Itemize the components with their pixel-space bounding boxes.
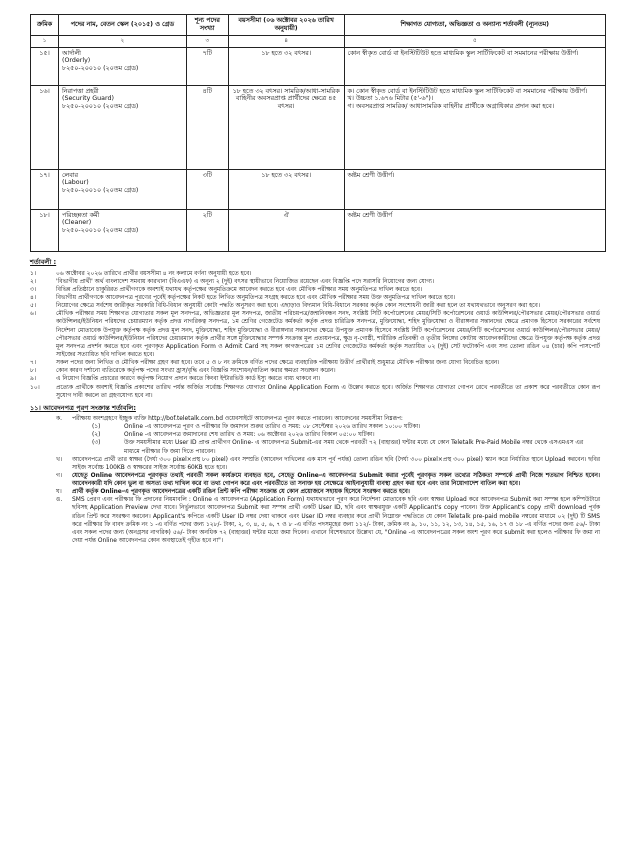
condition-number: ৭। [30,360,36,367]
serial-cell: ১৫। [31,47,59,85]
index-cell: ৪ [228,35,344,47]
condition-number: ২। [30,278,36,285]
qualification-line: ক। কোন স্বীকৃত বোর্ড বা ইনস্টিটিউট হতে মাধ্যমিক স্কুল সার্টিফিকেট বা সমমানের পরীক্ষায় উত্তীর্ণ। [347,87,588,95]
post-name-bn: আর্দালী [61,49,81,57]
table-row [31,85,606,169]
condition-text: সকল পদের জন্য লিখিত ও মৌখিক পরীক্ষা গ্রহণ করা হবে। তবে ৫ ও ৮ নং ক্রমিকে বর্ণিত পদের ক্ষেত্রে ব্যবহারিক পরীক্ষায় উত্তীর্ণ প্রার্থীরাই শুধুমাত্র মৌখিক পরীক্ষার জন্য যোগ্য বিবেচিত হবেন। [56,360,500,367]
condition-item [30,384,600,400]
condition-item [30,286,600,294]
step-number: (১) [92,424,101,431]
post-name-cell [58,85,186,169]
application-item-ka [56,415,600,423]
condition-number: ৮। [30,368,36,375]
application-item-kha [56,456,600,472]
step-text: Online -এ আবেদনপত্র জমাদানের শেষ তারিখ ও সময়: ০৬ অক্টোবর ২০২৬ তারিখ বিকাল ০৫:০০ ঘটিকা। [124,432,375,439]
table-index-row [31,35,606,47]
age-cell: ১৮ হতে ৩২ বৎসর। [228,169,344,209]
step-text: উক্ত সময়সীমার মধ্যে User ID প্রাপ্ত প্রার্থীগণ Online- এ আবেদনপত্র Submit-এর সময় থেকে পরবর্তী ৭২ (বাহাত্তর) ঘন্টার মধ্যে যে কোন Teletalk Pre-Paid Mobile নম্বর থেকে এসএমএস এর মাধ্যমে পরীক্ষার ফি জমা দিতে পারবেন। [124,440,584,455]
table-header-row [31,15,606,36]
age-cell: ১৮ হতে ৩২ বৎসর। [228,47,344,85]
qualification-cell [344,169,605,209]
qualification-line: গ। অবসরপ্রাপ্ত সামরিক/ আধাসামরিক বাহিনীর প্রার্থীকে অগ্রাধিকার প্রদান করা হবে। [347,103,555,111]
condition-number: ৯। [30,376,36,383]
qualification-line: কোন স্বীকৃত বোর্ড বা ইনস্টিটিউট হতে মাধ্যমিক স্কুল সার্টিফিকেট বা সমমানের পরীক্ষায় উত্তীর্ণ। [347,49,579,57]
item-text: আবেদনপত্রে প্রার্থী তার স্বাক্ষর (দৈর্ঘ্য ৩০০ pixel×প্রস্থ ৮০ pixel) এবং সম্প্রতি (আবেদন দাখিলের এক মাস পূর্ব পর্যন্ত) তোলা রঙিন ছবি (দৈর্ঘ্য ৩০০ pixel×প্রস্থ ৩০০ pixel) স্ক্যান করে নির্ধারিত স্থানে Upload করবেন। ছবির সাইজ সর্বোচ্চ 100KB ও স্বাক্ষরের সাইজ সর্বোচ্চ 60KB হতে হবে। [72,456,600,471]
step-number: (২) [92,432,101,439]
pay-scale: ৮২৫০-২০০১০ (২০তম গ্রেড) [61,103,139,111]
timeline-step [92,423,600,431]
item-text: SMS প্রেরণ এবং পরীক্ষার ফি প্রদানের নিয়মাবলি : Online এ আবেদনপত্র (Application Form) যথাযথভাবে পূরণ করে নির্দেশনা মোতাবেক ছবি এবং স্বাক্ষর Upload করে আবেদনপত্র Submit করা সম্পন্ন হলে কম্পিউটারে ছবিসহ Application Preview দেখা যাবে। নির্ভুলভাবে আবেদনপত্র Submit করা সম্পন্ন প্রার্থী একটি User ID, ছবি এবং স্বাক্ষরযুক্ত একটি Applicant's copy পাবেন। উক্ত Applicant's copy প্রার্থী download পূর্বক রঙিন প্রিন্ট করে সংরক্ষণ করবেন। Applicant's কপিতে একটি User ID নম্বর দেয়া থাকবে এবং User ID নম্বর ব্যবহার করে প্রার্থী নিম্নোক্ত পদ্ধতিতে যে কোন Teletalk pre-paid mobile নম্বরের মাধ্যমে ০২ (দুই) টি SMS করে পরীক্ষার ফি বাবদ ক্রমিক নং ১ -এ বর্ণিত পদের জন্য ১২৮/- টাকা, ২, ৩, ৪, ৫, ৬, ৭ ও ৮ -এ বর্ণিত পদসমূহের জন্য ১১২/- টাকা, ক্রমিক নং ৯, ১০, ১১, ১২, ১৩, ১৪, ১৫, ১৬, ১৭ ও ১৮ -এ বর্ণিত পদের জন্য ৫৬/- টাকা এবং সকল পদের জন্য (অনগ্রসর নাগরিক) ৫৬/- টাকা অনধিক ৭২ (বাহাত্তর) ঘন্টার মধ্যে জমা দিবেন। এখানে বিশেষভাবে উল্লেখ্য যে, "Online -এ আবেদনপত্রের সকল অংশ পূরণ করে submit করা হলেও পরীক্ষার ফি জমা না দেয়া পর্যন্ত Online আবেদনপত্র কোন অবস্থাতেই গৃহীত হবে না"। [72,497,600,545]
condition-text: বিভাগীয় প্রার্থীগণকে আবেদনপত্র পূরণের পূর্বেই কর্তৃপক্ষের নিকট হতে লিখিত অনুমতিপত্র সংগ্রহ করতে হবে এবং মৌখিক পরীক্ষার সময় উক্ত অনুমতিপত্র দাখিল করতে হবে। [56,295,455,302]
post-name-en: (Orderly) [61,57,91,65]
conditions-list [30,270,600,546]
header-serial: ক্রমিক [31,15,59,36]
pay-scale: ৮২৫০-২০০১০ (২০তম গ্রেড) [61,187,139,195]
post-name-en: (Labour) [61,179,89,187]
condition-text: কোন কারণ দর্শানো ব্যতিরেকে কর্তৃপক্ষ পদের সংখ্যা হ্রাস/বৃদ্ধি এবং বিজ্ঞপ্তি সংশোধন/বাতিল করার ক্ষমতা সংরক্ষণ করেন। [56,368,336,375]
table-row [31,209,606,251]
condition-number: ৩। [30,286,36,293]
vacancy-cell: ৩টি [186,169,228,209]
post-name-cell [58,209,186,251]
age-cell: ঐ [228,209,344,251]
item-label: গ। [56,472,62,479]
qualification-cell [344,85,605,169]
post-name-cell [58,169,186,209]
post-name-cell [58,47,186,85]
application-heading: ১১। আবেদনপত্র পূরণ সংক্রান্ত শর্তাবলি: [30,403,136,412]
post-name-bn: পরিচ্ছন্নতা কর্মী [61,211,100,219]
vacancy-table [30,14,606,252]
serial-cell: ১৮। [31,209,59,251]
header-qualification: শিক্ষাগত যোগ্যতা, অভিজ্ঞতা ও অন্যান্য শর্তাবলী (ন্যূনতম) [344,15,605,36]
condition-number: ১। [30,270,36,277]
condition-item [30,270,600,278]
condition-number: ৬। [30,311,36,318]
conditions-heading: শর্তাবলী : [30,257,57,266]
item-label: ঘ। [56,489,62,496]
item-label: ঙ. [56,497,63,504]
condition-number: ১০। [30,384,40,391]
qualification-cell [344,47,605,85]
application-item-ga [56,472,600,488]
condition-number: ৫। [30,303,36,310]
item-label: ক. [56,415,62,422]
pay-scale: ৮২৫০-২০০১০ (২০তম গ্রেড) [61,65,139,73]
application-intro: পরীক্ষায় অংশগ্রহণে ইচ্ছুক ব্যক্তি http://bof.teletalk.com.bd ওয়েবসাইটে আবেদনপত্র পূরণ করতে পারবেন। আবেদনের সময়সীমা নিম্নরূপ: [72,415,403,422]
serial-cell: ১৭। [31,169,59,209]
condition-item [30,310,600,359]
header-vacancy: শূন্য পদের সংখ্যা [186,15,228,36]
post-name-en: (Security Guard) [61,95,114,103]
qualification-line: খ। উচ্চতা ১.৬৭৬ মিটার (৫'-৬")। [347,95,434,103]
index-cell: ১ [31,35,59,47]
condition-text: মৌখিক পরীক্ষার সময় শিক্ষাগত যোগ্যতার সকল মূল সনদপত্র, অভিজ্ঞতার মূল সনদপত্র, জাতীয় পরিচয়পত্র/জন্মনিবন্ধন সনদ, সংশ্লিষ্ট সিটি কর্পোরেশনের মেয়র/সিটি কর্পোরেশনের ওয়ার্ড কাউন্সিলর/পৌরসভার মেয়র/পৌরসভার ওয়ার্ড কাউন্সিলর/ইউনিয়ন পরিষদের চেয়ারম্যান কর্তৃক প্রদত্ত নাগরিকত্ব সনদপত্র, ১ম শ্রেণির গেজেটেড কর্মকর্তা কর্তৃক প্রদত্ত চারিত্রিক সনদপত্র, মুক্তিযোদ্ধা, শহিদ মুক্তিযোদ্ধা ও বীরাঙ্গনার সন্তানদের ক্ষেত্রে প্রমাণক হিসেবে সরকারের সর্বশেষ নির্দেশনা মোতাবেক উপযুক্ত কর্তৃপক্ষ কর্তৃক প্রদত্ত মূল সনদ, মুক্তিযোদ্ধা, শহিদ মুক্তিযোদ্ধা ও বীরাঙ্গনার সন্তানদের ক্ষেত্রে উপযুক্ত প্রমাণক হিসেবে সংশ্লিষ্ট সিটি কর্পোরেশনের মেয়র/সিটি কর্পোরেশনের ওয়ার্ড কাউন্সিলর/পৌরসভার মেয়র/পৌরসভার ওয়ার্ড কাউন্সিলর/ইউনিয়ন পরিষদের চেয়ারম্যান কর্তৃক প্রার্থীর সঙ্গে মুক্তিযোদ্ধার সম্পর্ক সংক্রান্ত মূল প্রত্যয়নপত্র, ক্ষুদ্র নৃ-গোষ্ঠী, শারীরিক প্রতিবন্ধী ও তৃতীয় লিঙ্গের কোটায় আবেদনকারীদের ক্ষেত্রে উপযুক্ত কর্তৃপক্ষ কর্তৃক প্রদত্ত মূল সনদপত্র প্রদর্শন করতে হবে এবং পূরণকৃত Application Form ও Admit Card সহ সকল কাগজপত্রের ১ম শ্রেণির গেজেটেড কর্মকর্তা কর্তৃক সত্যায়িত ০২ (দুই) সেট ফটোকপি এবং সদ্য তোলা রঙিন ০৪ (চার) কপি পাসপোর্ট সাইজের সত্যায়িত ছবি দাখিল করতে হবে। [56,311,600,358]
timeline-step [92,431,600,439]
qualification-cell [344,209,605,251]
table-row [31,169,606,209]
item-label: খ। [56,456,62,463]
step-number: (৩) [92,440,101,447]
serial-cell: ১৬। [31,85,59,169]
condition-number: ৪। [30,295,36,302]
condition-item [30,367,600,375]
qualification-line: অষ্টম শ্রেণী উত্তীর্ণ। [347,171,395,179]
application-item-gha [56,488,600,496]
condition-item [30,302,600,310]
qualification-line: অষ্টম শ্রেণী উত্তীর্ণ [347,211,393,219]
vacancy-cell: ২টি [186,209,228,251]
condition-text: প্রত্যেক প্রার্থীকে অবশ্যই বিজ্ঞপ্তি প্রকাশের তারিখ পর্যন্ত অর্জিত সর্বোচ্চ শিক্ষাগত যোগ্যতা Online Application Form এ উল্লেখ করতে হবে। অর্জিত শিক্ষাগত যোগ্যতা গোপন রেখে পরবর্তীতে তা প্রকাশ করে পরবর্তীতে কোন রূপ সুযোগ দাবী করলে তা গ্রহণযোগ্য হবে না। [56,384,600,399]
timeline-step [92,439,600,455]
post-name-bn: নিরাপত্তা প্রহরী [61,87,99,95]
application-item-uma [56,496,600,545]
condition-text: ০৬ অক্টোবর ২০২৬ তারিখে প্রার্থীর বয়সসীমা ৪ নং কলামে বর্ণনা অনুযায়ী হতে হবে। [56,270,252,277]
condition-item [30,278,600,286]
condition-item [30,359,600,367]
item-text: যেহেতু Online আবেদনপত্রে পূরণকৃত তথ্যই পরবর্তী সকল কার্যক্রমে ব্যবহৃত হবে, সেহেতু Online-এ আবেদনপত্র Submit করার পূর্বেই পূরণকৃত সকল তথ্যের সঠিকতা সম্পর্কে প্রার্থী নিজে শতভাগ নিশ্চিত হবেন। আবেদনকারী যদি কোন ভুল বা অসত্য তথ্য দাখিল করে বা তথ্য গোপন করে এবং পরবর্তীতে তা সনাক্ত হয় সেক্ষেত্রে আইনানুযায়ী ব্যবস্থা গ্রহণ করা হবে এবং তার নিয়োগাদেশ বাতিল করা হবে। [72,472,600,488]
pay-scale: ৮২৫০-২০০১০ (২০তম গ্রেড) [61,227,139,235]
condition-item [30,294,600,302]
condition-text: নিয়োগের ক্ষেত্রে সর্বশেষ জারীকৃত সরকারি বিধি-বিধান অনুযায়ী কোটা পদ্ধতি অনুসরণ করা হবে। এছাড়াও বিদ্যমান বিধি-বিধানে সরকার কর্তৃক কোন সংশোধনী জারী করা হলে তা যথাযথভাবে অনুসরণ করা হবে। [56,303,540,310]
index-cell: ৩ [186,35,228,47]
age-cell: ১৮ হতে ৩২ বৎসর। সামরিক/আধা-সামরিক বাহিনীর অবসরপ্রাপ্ত প্রার্থীদের ক্ষেত্রে ৪৫ বৎসর। [228,85,344,169]
header-age-limit: বয়সসীমা (০৬ অক্টোবর ২০২৬ তারিখ অনুযায়ী) [228,15,344,36]
post-name-bn: লেবার [61,171,79,179]
vacancy-cell: ৪টি [186,85,228,169]
index-cell: ৫ [344,35,605,47]
condition-text: 'বিভাগীয় প্রার্থী' অর্থ বাংলাদেশ সমবায় কারখানা (বিএএফ) এ অনূন্য ২ (দুই) বৎসর স্থায়ীভাবে নিয়োজিত রয়েছেন এবং বিজ্ঞপ্তি পদে সরাসরি নিয়োগের জন্য যোগ্য। [56,278,435,285]
condition-item [30,375,600,383]
vacancy-cell: ৭টি [186,47,228,85]
table-row [31,47,606,85]
item-text: প্রার্থী কর্তৃক Online-এ পূরণকৃত আবেদনপত্রের একটি রঙিন প্রিন্ট কপি পরীক্ষা সংক্রান্ত যে কোন প্রয়োজনে সহায়ক হিসেবে সংরক্ষণ করতে হবে। [72,489,410,496]
step-text: Online -এ আবেদনপত্র পূরণ ও পরীক্ষার ফি জমাদান শুরুর তারিখ ও সময়: ০৮ সেপ্টেম্বর ২০২৬ তারিখ সকাল ১০:০০ ঘটিকা। [124,424,421,431]
condition-text: বিভিন্ন প্রতিষ্ঠানে চাকুরিরত প্রার্থীগণকে অবশ্যই যথাযথ কর্তৃপক্ষের অনুমতিক্রমে আবেদন করতে হবে এবং মৌখিক পরীক্ষার সময় অনুমতিপত্র দাখিল করতে হবে। [56,286,423,293]
header-post-name: পদের নাম, বেতন স্কেল (২০১৫) ও গ্রেড [58,15,186,36]
index-cell: ২ [58,35,186,47]
condition-text: এ নিয়োগ বিজ্ঞপ্তি প্রচারের কারণে কর্তৃপক্ষ নিয়োগ প্রদান করতে কিংবা ইন্টারভিউ কার্ড ইস্যু করতে বাধ্য থাকবে না। [56,376,321,383]
post-name-en: (Cleaner) [61,219,92,227]
